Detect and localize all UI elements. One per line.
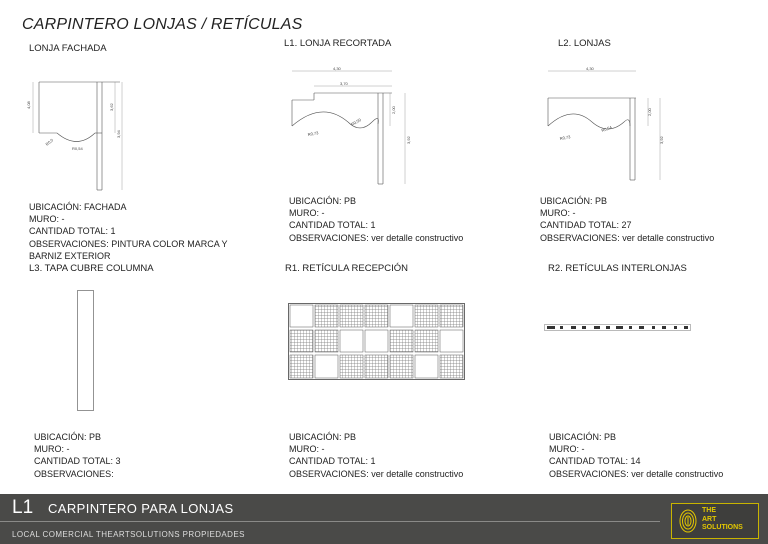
info-l2	[540, 195, 714, 244]
section-title-lonja-fachada: LONJA FACHADA	[29, 43, 107, 54]
info-line: MURO: -	[29, 214, 65, 225]
info-r1	[289, 431, 463, 480]
info-lonja-fachada	[29, 201, 228, 262]
info-line: OBSERVACIONES:	[34, 468, 114, 479]
fingerprint-icon	[678, 508, 698, 534]
section-title-l3: L3. TAPA CUBRE COLUMNA	[29, 263, 154, 274]
section-title-l1: L1. LONJA RECORTADA	[284, 38, 392, 49]
logo-text	[702, 507, 743, 533]
info-line: OBSERVACIONES: ver detalle constructivo	[540, 232, 715, 243]
dim-l2-h2: 3,92	[659, 136, 664, 144]
section-title-r1: R1. RETÍCULA RECEPCIÓN	[285, 263, 408, 274]
info-line: CANTIDAD TOTAL: 1	[29, 226, 116, 237]
dim-l1-h1: 2,00	[391, 106, 396, 114]
info-l1	[289, 195, 463, 244]
dim-l2-w: 4,30	[586, 66, 594, 71]
info-line: UBICACIÓN: PB	[289, 432, 357, 442]
info-line: CANTIDAD TOTAL: 3	[34, 456, 121, 467]
drawing-l1-lonja-recortada	[280, 62, 420, 190]
logo-line: SOLUTIONS	[702, 524, 743, 531]
info-line: BARNIZ EXTERIOR	[29, 250, 111, 261]
info-line: OBSERVACIONES: PINTURA COLOR MARCA Y	[29, 238, 228, 249]
info-line: CANTIDAD TOTAL: 14	[549, 456, 641, 467]
info-line: MURO: -	[540, 208, 576, 219]
dim-fachada-arc1: R0,0	[44, 137, 55, 147]
info-line: MURO: -	[289, 444, 325, 455]
sheet-code: L1	[12, 497, 34, 518]
dim-l1-arc1: R0,73	[307, 130, 319, 137]
dim-l2-arc2: R0,54	[600, 124, 613, 133]
footer-divider	[0, 521, 660, 522]
info-l3	[34, 431, 121, 480]
info-r2	[549, 431, 723, 480]
dim-fachada-arc2: R0,54	[72, 146, 83, 151]
info-line: UBICACIÓN: PB	[34, 432, 102, 442]
drawing-r1-reticula-recepcion	[288, 303, 466, 381]
info-line: OBSERVACIONES: ver detalle constructivo	[289, 232, 464, 243]
dim-fachada-h2: 3,62	[109, 103, 114, 111]
info-line: UBICACIÓN: FACHADA	[29, 202, 127, 212]
info-line: OBSERVACIONES: ver detalle constructivo	[289, 468, 464, 479]
info-line: UBICACIÓN: PB	[540, 196, 608, 206]
dim-l1-h2: 3,92	[406, 136, 411, 144]
drawing-l2-lonjas	[536, 62, 676, 190]
project-name: LOCAL COMERCIAL THEARTSOLUTIONS PROPIEDADES	[12, 530, 245, 539]
info-line: CANTIDAD TOTAL: 27	[540, 220, 632, 231]
dim-fachada-h1: 4,08	[26, 101, 31, 109]
dim-l1-w1: 4,30	[333, 66, 341, 71]
info-line: MURO: -	[34, 444, 70, 455]
page-title: CARPINTERO LONJAS / RETÍCULAS	[22, 16, 303, 33]
info-line: CANTIDAD TOTAL: 1	[289, 456, 376, 467]
info-line: OBSERVACIONES: ver detalle constructivo	[549, 468, 724, 479]
drawing-r2-reticulas-interlonjas	[544, 323, 692, 333]
dim-fachada-h3: 3,94	[116, 130, 121, 138]
info-line: MURO: -	[549, 444, 585, 455]
drawing-l3-tapa-cubre-columna	[77, 290, 95, 412]
info-line: CANTIDAD TOTAL: 1	[289, 220, 376, 231]
section-title-l2: L2. LONJAS	[558, 38, 611, 49]
drawing-lonja-fachada	[25, 78, 135, 196]
info-line: UBICACIÓN: PB	[289, 196, 357, 206]
dim-l2-arc1: R0,73	[559, 134, 571, 141]
info-line: MURO: -	[289, 208, 325, 219]
dim-l2-h1: 2,00	[647, 108, 652, 116]
info-line: UBICACIÓN: PB	[549, 432, 617, 442]
logo-line: ART	[702, 515, 717, 523]
company-logo	[671, 503, 759, 539]
sheet-title: CARPINTERO PARA LONJAS	[48, 501, 234, 516]
section-title-r2: R2. RETÍCULAS INTERLONJAS	[548, 263, 687, 274]
dim-l1-arc2: R0,50	[350, 117, 362, 127]
logo-line: THE	[702, 507, 716, 514]
dim-l1-w2: 3,70	[340, 81, 348, 86]
